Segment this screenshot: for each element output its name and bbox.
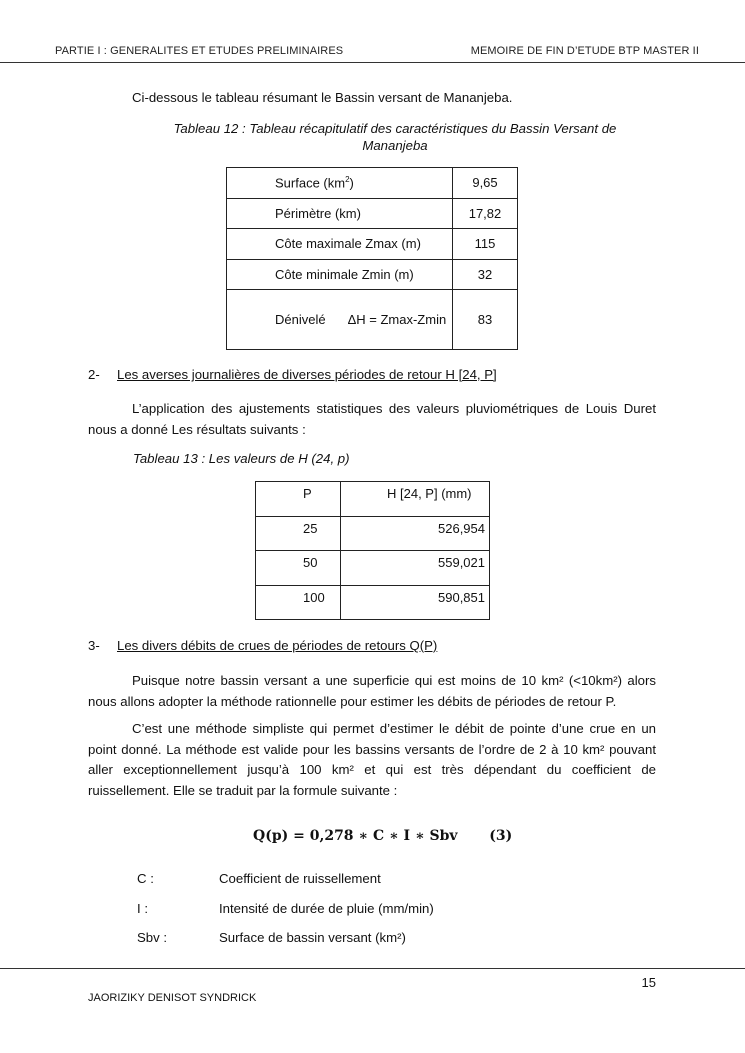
table12-label: Côte maximale Zmax (m) [227, 229, 453, 260]
table13-cell: 50 [256, 551, 341, 586]
section2-heading [88, 367, 497, 382]
table-row [256, 516, 490, 551]
header-rule [0, 62, 745, 63]
table12 [226, 167, 518, 350]
table-row [227, 290, 518, 350]
table12-value: 83 [453, 290, 518, 350]
definition-symbol: Sbv : [137, 930, 168, 945]
header-left: PARTIE I : GENERALITES ET ETUDES PRELIMINAIRES [55, 45, 344, 57]
table-row [227, 198, 518, 229]
definition-text: Intensité de durée de pluie (mm/min) [219, 901, 434, 916]
table-row [227, 229, 518, 260]
section2-number: 2- [88, 367, 100, 382]
table-row [256, 551, 490, 586]
table12-value: 17,82 [453, 198, 518, 229]
section2-paragraph: L’application des ajustements statistiques des valeurs pluviométriques de Louis Duret nous a donné Les résultats suivants : [88, 401, 656, 437]
table13-cell: 526,954 [341, 516, 490, 551]
header-right: MEMOIRE DE FIN D’ETUDE BTP MASTER II [470, 45, 699, 57]
table-row [256, 482, 490, 517]
table-row [227, 168, 518, 199]
table13-header-h: H [24, P] (mm) [341, 482, 490, 517]
table12-label: Périmètre (km) [227, 198, 453, 229]
definition-text: Surface de bassin versant (km²) [219, 930, 406, 945]
section3-number: 3- [88, 638, 100, 653]
formula-number: (3) [489, 828, 513, 844]
table13 [255, 481, 490, 620]
definition-symbol: C : [137, 871, 154, 886]
intro-text: Ci-dessous le tableau résumant le Bassin versant de Mananjeba. [132, 90, 513, 105]
table12-label: Surface $(km^2)$ [227, 168, 453, 199]
definition-text: Coefficient de ruissellement [219, 871, 381, 886]
table13-cell: 100 [256, 585, 341, 620]
section3-title: Les divers débits de crues de périodes de retours Q(P) [117, 638, 438, 653]
section3-paragraph2: C’est une méthode simpliste qui permet d’estimer le débit de pointe d’une crue en un point donné. La méthode est valide pour les bassins versants de l’ordre de 2 à 10 km² pouvant aller exceptionnellement jusqu’à 100 km² et qui est très dépendant du coefficient de ruissellement. Elle se traduit par la formule suivante : [88, 721, 656, 798]
table13-cell: 590,851 [341, 585, 490, 620]
table13-header-p: P [256, 482, 341, 517]
section3-paragraph1: Puisque notre bassin versant a une superficie qui est moins de 10 km² (<10km²) alors nous allons adopter la méthode rationnelle pour estimer les débits de périodes de retour P. [88, 673, 656, 709]
table12-value: 32 [453, 259, 518, 290]
table12-value: 115 [453, 229, 518, 260]
definition-symbol: I : [137, 901, 148, 916]
formula-expression: Q(p) = 0,278 ∗ C ∗ I ∗ Sbv [253, 828, 458, 844]
table13-cell: 559,021 [341, 551, 490, 586]
table-row [227, 259, 518, 290]
table12-label: Dénivelé ΔH = Zmax-Zmin [227, 290, 453, 350]
section2-title: Les averses journalières de diverses périodes de retour H [24, P] [117, 367, 497, 382]
table12-caption: Tableau 12 : Tableau récapitulatif des caractéristiques du Bassin Versant de Mananjeba [173, 121, 617, 153]
formula [253, 828, 512, 844]
table13-caption: Tableau 13 : Les valeurs de H (24, p) [133, 451, 350, 466]
page-number: 15 [641, 975, 656, 990]
footer-rule [0, 968, 745, 969]
table13-cell: 25 [256, 516, 341, 551]
table-row [256, 585, 490, 620]
table12-label: Côte minimale Zmin (m) [227, 259, 453, 290]
table12-value: 9,65 [453, 168, 518, 199]
footer-author: JAORIZIKY DENISOT SYNDRICK [88, 992, 257, 1004]
section3-heading [88, 638, 437, 653]
